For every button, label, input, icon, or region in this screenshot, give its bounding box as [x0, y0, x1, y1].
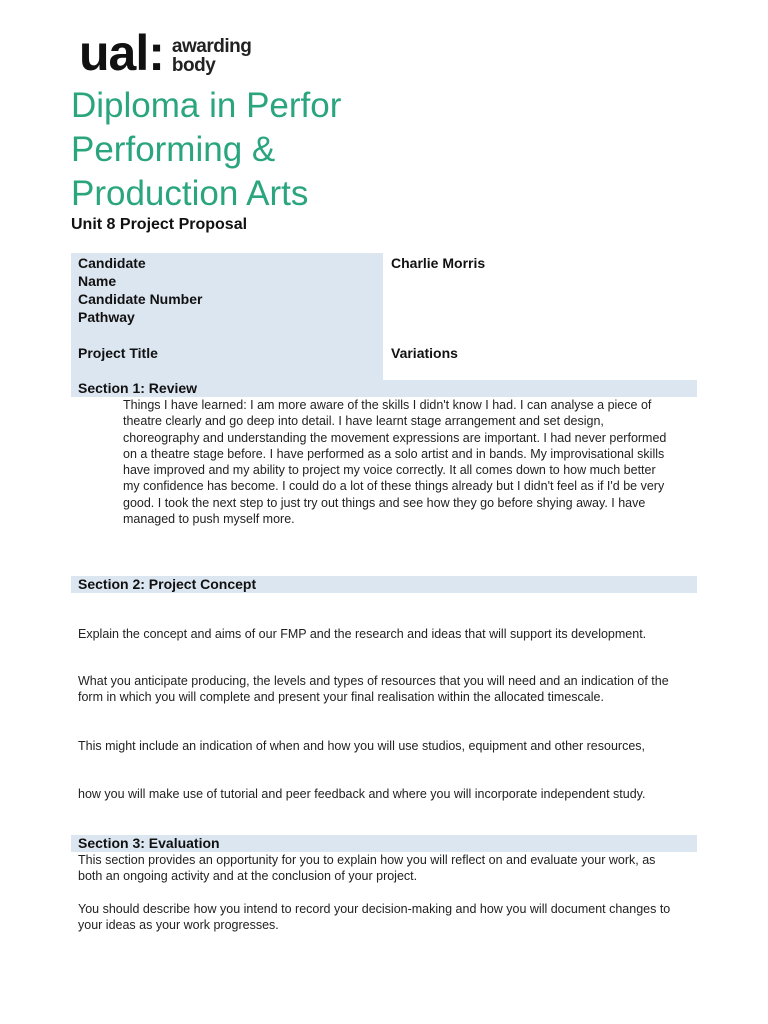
pathway-label: Pathway — [78, 309, 135, 325]
section-1-header — [71, 380, 697, 397]
candidate-name-label-2: Name — [78, 273, 117, 289]
section-2-paragraph-3: This might include an indication of when and how you will use studios, equipment and other resources, — [78, 739, 645, 753]
title-line-3: Production Arts — [71, 174, 309, 213]
section-3-heading: Section 3: Evaluation — [78, 835, 220, 851]
candidate-info-table — [71, 253, 697, 380]
section-3-header — [71, 835, 697, 852]
info-value-column — [383, 253, 697, 380]
candidate-name-value: Charlie Morris — [391, 255, 486, 271]
section-1-heading: Section 1: Review — [78, 380, 198, 396]
project-title-label: Project Title — [78, 345, 158, 361]
section-2-paragraph-1: Explain the concept and aims of our FMP and the research and ideas that will support its development. — [78, 627, 647, 641]
section-1-body: Things I have learned: I am more aware of the skills I didn't know I had. I can analyse a piece of theatre clearly and go deep into detail. I have learnt stage arrangement and set design, choreography and understanding the movement expressions are important. I had never performed on a theatre stage before. I have performed as a solo artist and in bands. My improvisational skills have improved and my ability to project my voice correctly. It all comes down to how much better my confidence has become. I could do a lot of these things already but I didn't feel as if I'd be very good. I took the next step to just try out things and see how they go before shying away. I have managed to push myself more. — [123, 398, 667, 527]
section-2-heading: Section 2: Project Concept — [78, 576, 257, 592]
logo-text — [172, 37, 251, 75]
candidate-number-label: Candidate Number — [78, 291, 203, 307]
section-3-paragraph-1: This section provides an opportunity for you to explain how you will reflect on and evaluate your work, as both an ongoing activity and at the conclusion of your project. — [78, 853, 656, 884]
candidate-name-label-1: Candidate — [78, 255, 146, 271]
title-line-1: Diploma in Perfor — [71, 86, 342, 125]
section-2-header — [71, 576, 697, 593]
logo-text-line2: body — [171, 55, 216, 76]
info-label-column — [71, 253, 383, 380]
unit-subtitle: Unit 8 Project Proposal — [71, 216, 248, 233]
title-line-2: Performing & — [71, 130, 276, 169]
ual-logo — [79, 25, 252, 81]
section-2-paragraph-4: how you will make use of tutorial and peer feedback and where you will incorporate independent study. — [78, 787, 646, 801]
page-title — [71, 84, 691, 216]
logo-mark: ual: — [79, 25, 164, 81]
logo-text-line1: awarding — [171, 36, 252, 57]
section-3-paragraph-2: You should describe how you intend to record your decision-making and how you will document changes to your ideas as your work progresses. — [78, 902, 671, 933]
section-2-paragraph-2: What you anticipate producing, the levels and types of resources that you will need and an indication of the form in which you will complete and present your final realisation within the allocated timescale. — [78, 674, 669, 705]
project-title-value: Variations — [391, 345, 458, 361]
